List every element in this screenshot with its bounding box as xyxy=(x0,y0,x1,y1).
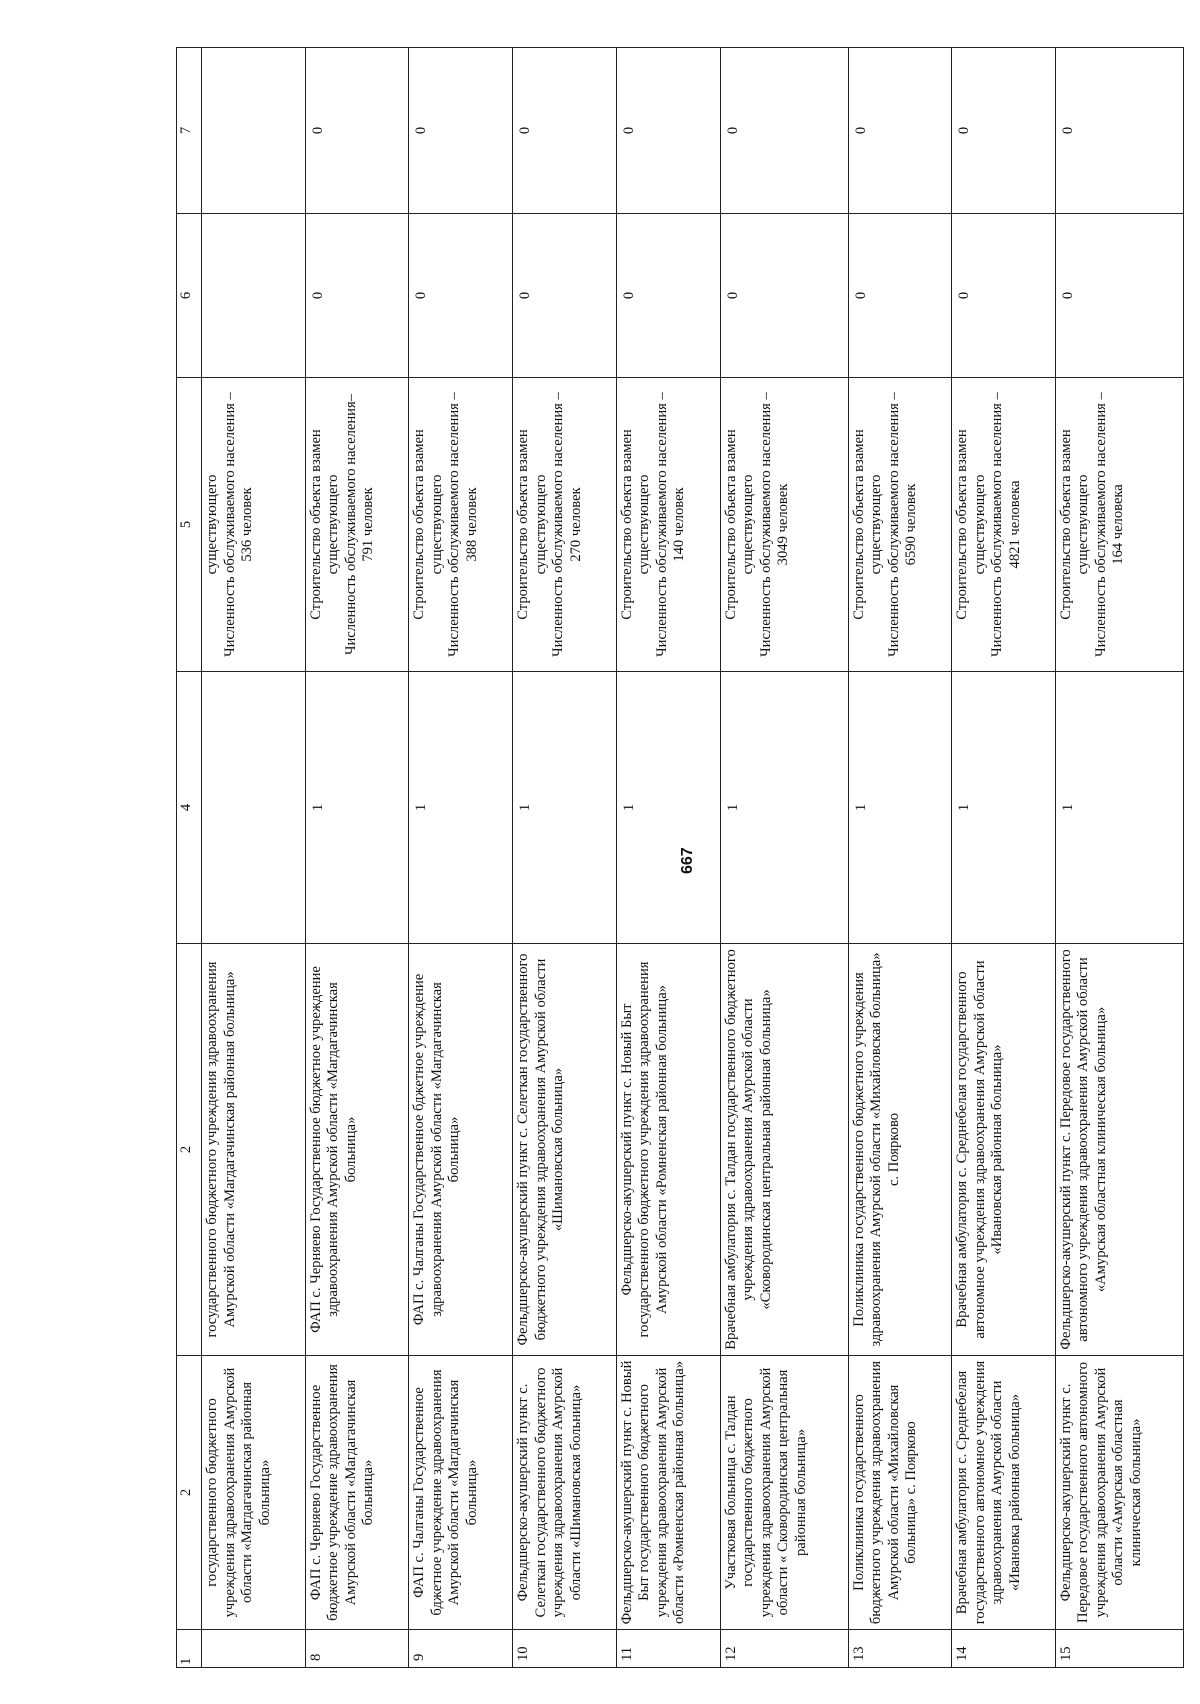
row-number: 11 xyxy=(616,1630,720,1668)
row-number xyxy=(202,1630,306,1668)
table-row xyxy=(1055,48,1183,1668)
facility-count: 1 xyxy=(616,672,720,944)
header-col-5: 5 xyxy=(177,378,202,672)
facility-current: Врачебная амбулатория с. Среднебелая государственного автономное учреждения здравоохранения Амурской области «Ивановка районная больница» xyxy=(952,1356,1056,1630)
rotated-table-container xyxy=(176,48,1184,1668)
value-col-7: 0 xyxy=(952,48,1056,214)
header-row xyxy=(177,48,202,1668)
value-col-7: 0 xyxy=(305,48,409,214)
facility-count: 1 xyxy=(305,672,409,944)
header-col-7: 7 xyxy=(177,48,202,214)
value-col-6: 0 xyxy=(720,214,848,378)
facility-current: Фельдшерско-акушерский пункт с. Новый Быт государственного бюджетного учреждения здравоохранения Амурской области «Ромненская районная больница» xyxy=(616,1356,720,1630)
facility-planned: Фельдшерско-акушерский пункт с. Новый Быт государственного бюджетного учреждения здравоохранения Амурской области «Ромненская районная больница» xyxy=(616,944,720,1356)
facility-planned: Врачебная амбулатория с. Среднебелая государственного автономное учреждения здравоохранения Амурской области «Ивановская районная больница» xyxy=(952,944,1056,1356)
table-row xyxy=(409,48,513,1668)
table-row xyxy=(616,48,720,1668)
facility-planned: государственного бюджетного учреждения здравоохранения Амурской области «Магдагачинская районная больница» xyxy=(202,944,306,1356)
facility-current: Участковая больница с. Талдан государственного бюджетного учреждения здравоохранения Амурской области « Сковородинская центральная районная больница» xyxy=(720,1356,848,1630)
value-col-6: 0 xyxy=(513,214,617,378)
facility-current: ФАП с. Черняево Государственное бюджетное учреждение здравоохранения Амурской области «Магдагачинская больница» xyxy=(305,1356,409,1630)
table-row xyxy=(720,48,848,1668)
facility-planned: Поликлиника государственного бюджетного учреждения здравоохранения Амурской области «Михайловская больница» с. Поярково xyxy=(848,944,952,1356)
header-col-4: 4 xyxy=(177,672,202,944)
value-col-6: 0 xyxy=(305,214,409,378)
table-row xyxy=(513,48,617,1668)
row-number: 9 xyxy=(409,1630,513,1668)
table-row xyxy=(952,48,1056,1668)
facility-count: 1 xyxy=(513,672,617,944)
value-col-6: 0 xyxy=(409,214,513,378)
row-number: 13 xyxy=(848,1630,952,1668)
facility-action: Строительство объекта взамен существующего Численность обслуживаемого населения – 4821 человека xyxy=(952,378,1056,672)
value-col-7: 0 xyxy=(720,48,848,214)
facilities-table xyxy=(176,47,1184,1668)
value-col-7: 0 xyxy=(409,48,513,214)
facility-action: существующего Численность обслуживаемого населения – 536 человек xyxy=(202,378,306,672)
facility-current: Поликлиника государственного бюджетного учреждения здравоохранения Амурской области «Михайловская больница» с. Поярково xyxy=(848,1356,952,1630)
value-col-6 xyxy=(202,214,306,378)
row-number: 8 xyxy=(305,1630,409,1668)
value-col-7: 0 xyxy=(848,48,952,214)
value-col-6: 0 xyxy=(1055,214,1183,378)
table-row xyxy=(848,48,952,1668)
facility-action: Строительство объекта взамен существующего Численность обслуживаемого населения – 3049 человек xyxy=(720,378,848,672)
value-col-7: 0 xyxy=(513,48,617,214)
facility-planned: Фельдшерско-акушерский пункт с. Передовое государственного автономного учреждения здравоохранения Амурской области «Амурская областная клиническая больница» xyxy=(1055,944,1183,1356)
value-col-7: 0 xyxy=(616,48,720,214)
facility-planned: Врачебная амбулатория с. Талдан государственного бюджетного учреждения здравоохранения Амурской области «Сковородинская центральная районная больница» xyxy=(720,944,848,1356)
facility-count: 1 xyxy=(720,672,848,944)
facility-planned: Фельдшерско-акушерский пункт с. Селеткан государственного бюджетного учреждения здравоохранения Амурской области «Шимановская больница» xyxy=(513,944,617,1356)
facility-current: государственного бюджетного учреждения здравоохранения Амурской области «Магдагачинская районная больница» xyxy=(202,1356,306,1630)
facility-count: 1 xyxy=(409,672,513,944)
header-col-2: 2 xyxy=(177,1356,202,1630)
facility-count: 1 xyxy=(952,672,1056,944)
facility-current: Фельдшерско-акушерский пункт с. Селеткан государственного бюджетного учреждения здравоохранения Амурской области «Шимановская больница» xyxy=(513,1356,617,1630)
row-number: 15 xyxy=(1055,1630,1183,1668)
header-col-6: 6 xyxy=(177,214,202,378)
table-row xyxy=(305,48,409,1668)
facility-planned: ФАП с. Чалганы Государственное бджетное учреждение здравоохранения Амурской области «Магдагачинская больница» xyxy=(409,944,513,1356)
header-col-3: 2 xyxy=(177,944,202,1356)
facility-action: Строительство объекта взамен существующего Численность обслуживаемого населения – 6590 человек xyxy=(848,378,952,672)
value-col-7: 0 xyxy=(1055,48,1183,214)
value-col-7 xyxy=(202,48,306,214)
row-number: 10 xyxy=(513,1630,617,1668)
facility-planned: ФАП с. Черняево Государственное бюджетное учреждение здравоохранения Амурской области «Магдагачинская больница» xyxy=(305,944,409,1356)
value-col-6: 0 xyxy=(616,214,720,378)
facility-current: ФАП с. Чалганы Государственное бджетное учреждение здравоохранения Амурской области «Магдагачинская больница» xyxy=(409,1356,513,1630)
value-col-6: 0 xyxy=(952,214,1056,378)
facility-action: Строительство объекта взамен существующего Численность обслуживаемого населения – 140 человек xyxy=(616,378,720,672)
row-number: 12 xyxy=(720,1630,848,1668)
facility-action: Строительство объекта взамен существующего Численность обслуживаемого населения– 791 человек xyxy=(305,378,409,672)
page-number: 667 xyxy=(679,847,696,874)
value-col-6: 0 xyxy=(848,214,952,378)
facility-count xyxy=(202,672,306,944)
facility-action: Строительство объекта взамен существующего Численность обслуживаемого населения – 270 человек xyxy=(513,378,617,672)
table-row xyxy=(202,48,306,1668)
facility-action: Строительство объекта взамен существующего Численность обслуживаемого населения – 388 человек xyxy=(409,378,513,672)
facility-count: 1 xyxy=(848,672,952,944)
facility-count: 1 xyxy=(1055,672,1183,944)
facility-current: Фельдшерско-акушерский пункт с. Передовое государственного автономного учреждения здравоохранения Амурской области «Амурская областная клиническая больница» xyxy=(1055,1356,1183,1630)
row-number: 14 xyxy=(952,1630,1056,1668)
header-col-1: 1 xyxy=(177,1630,202,1668)
facility-action: Строительство объекта взамен существующего Численность обслуживаемого населения – 164 человека xyxy=(1055,378,1183,672)
